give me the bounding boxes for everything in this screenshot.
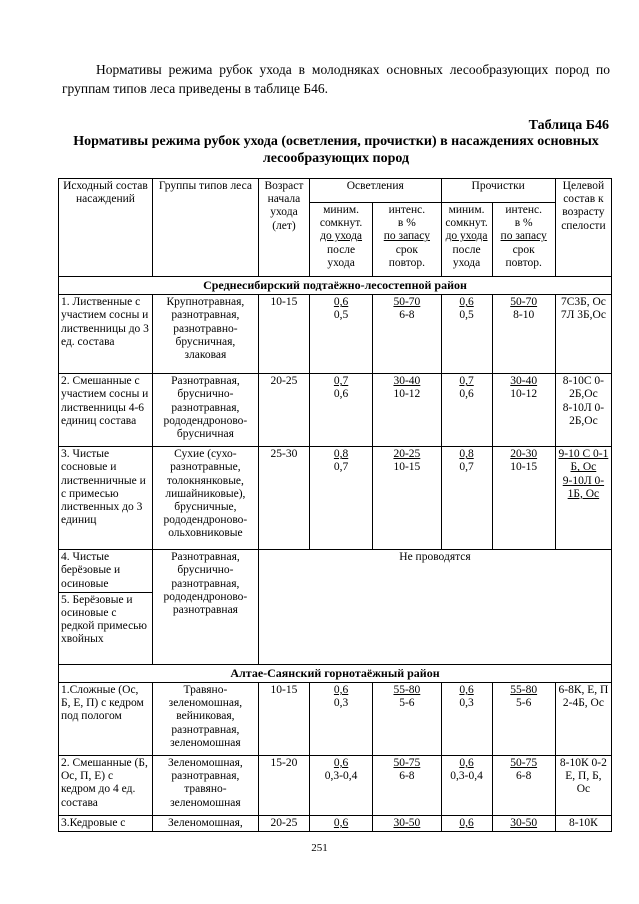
cell-osv-int: 55-80 5-6 <box>373 683 441 756</box>
cell-osv-int: 30-50 <box>373 816 441 832</box>
page-number: 251 <box>311 842 328 854</box>
cell-initial: 2. Смешанные с участием сосны и лиственницы 4-6 единиц состава <box>59 374 153 447</box>
cell-groups: Травяно-зеленомошная, вейниковая, разнотравная, зеленомошная <box>152 683 258 756</box>
header-osv-min: миним. сомкнут. до ухода после ухода <box>309 203 372 277</box>
cell-target: 9-10 С 0-1 Б, Ос 9-10Л 0-1Б, Ос <box>555 447 611 550</box>
cell-age: 10-15 <box>258 295 309 374</box>
cell-target: 8-10С 0-2Б,Ос 8-10Л 0-2Б,Ос <box>555 374 611 447</box>
cell-osv-min: 0,7 0,6 <box>309 374 372 447</box>
cell-initial: 1.Сложные (Ос, Б, Е, П) с кедром под пологом <box>59 683 153 756</box>
header-groups: Группы типов леса <box>152 179 258 277</box>
cell-groups: Сухие (сухо-разнотравные, толокнянковые, лишайниковые), брусничные, рододендроново-ольховниковые <box>152 447 258 550</box>
cell-initial: 5. Берёзовые и осиновые с редкой примесью хвойных <box>59 592 153 664</box>
cell-not-done: Не проводятся <box>258 550 611 665</box>
cell-pro-int: 55-80 5-6 <box>492 683 555 756</box>
cell-age: 10-15 <box>258 683 309 756</box>
cell-groups: Разнотравная, бруснично-разнотравная, рододендроново-разнотравная <box>152 550 258 665</box>
cell-target: 7С3Б, Ос 7Л 3Б,Ос <box>555 295 611 374</box>
table-row <box>59 447 612 550</box>
cell-initial: 3.Кедровые с <box>59 816 153 832</box>
norms-table <box>58 178 612 832</box>
cell-age: 20-25 <box>258 816 309 832</box>
cell-osv-min: 0,6 0,3 <box>309 683 372 756</box>
cell-initial: 1. Лиственные с участием сосны и лиственницы до 3 ед. состава <box>59 295 153 374</box>
cell-osv-min: 0,6 0,3-0,4 <box>309 756 372 816</box>
cell-target: 8-10К 0-2 Е, П, Б, Ос <box>555 756 611 816</box>
cell-osv-int: 50-70 6-8 <box>373 295 441 374</box>
cell-age: 20-25 <box>258 374 309 447</box>
cell-pro-int: 30-50 <box>492 816 555 832</box>
table-title: Нормативы режима рубок ухода (осветления, прочистки) в насаждениях основных лесообразующих пород <box>73 134 599 166</box>
cell-osv-min: 0,8 0,7 <box>309 447 372 550</box>
cell-initial: 4. Чистые берёзовые и осиновые <box>59 550 153 593</box>
cell-groups: Крупнотравная, разнотравная, разнотравно-брусничная, злаковая <box>152 295 258 374</box>
header-target: Целевой состав к возрасту спелости <box>555 179 611 277</box>
cell-target: 6-8К, Е, П 2-4Б, Ос <box>555 683 611 756</box>
table-row <box>59 295 612 374</box>
cell-osv-int: 30-40 10-12 <box>373 374 441 447</box>
intro-text: Нормативы режима рубок ухода в молодняках основных лесообразующих пород по группам типов леса приведены в таблице Б46. <box>62 62 610 96</box>
cell-age: 25-30 <box>258 447 309 550</box>
header-initial: Исходный состав насаждений <box>59 179 153 277</box>
header-pro-int: интенс. в % по запасу срок повтор. <box>492 203 555 277</box>
table-row <box>59 374 612 447</box>
cell-target: 8-10К <box>555 816 611 832</box>
cell-pro-int: 50-70 8-10 <box>492 295 555 374</box>
cell-pro-min: 0,6 0,3 <box>441 683 492 756</box>
cell-pro-min: 0,6 0,5 <box>441 295 492 374</box>
cell-osv-int: 50-75 6-8 <box>373 756 441 816</box>
table-label: Таблица Б46 <box>528 118 609 133</box>
header-pro-min: миним. сомкнут. до ухода после ухода <box>441 203 492 277</box>
cell-pro-min: 0,6 0,3-0,4 <box>441 756 492 816</box>
table-row <box>59 816 612 832</box>
cell-pro-int: 50-75 6-8 <box>492 756 555 816</box>
header-age: Возраст начала ухода (лет) <box>258 179 309 277</box>
cell-osv-int: 20-25 10-15 <box>373 447 441 550</box>
cell-groups: Зеленомошная, разнотравная, травяно-зеленомошная <box>152 756 258 816</box>
header-osv-int: интенс. в % по запасу срок повтор. <box>373 203 441 277</box>
cell-osv-min: 0,6 0,5 <box>309 295 372 374</box>
cell-groups: Зеленомошная, <box>152 816 258 832</box>
cell-pro-min: 0,6 <box>441 816 492 832</box>
header-osv: Осветления <box>309 179 441 203</box>
cell-age: 15-20 <box>258 756 309 816</box>
cell-initial: 2. Смешанные (Б, Ос, П, Е) с кедром до 4 ед. состава <box>59 756 153 816</box>
region-heading-1: Среднесибирский подтаёжно-лесостепной район <box>59 277 612 295</box>
cell-osv-min: 0,6 <box>309 816 372 832</box>
table-row <box>59 550 612 593</box>
cell-groups: Разнотравная, бруснично-разнотравная, рододендроново-брусничная <box>152 374 258 447</box>
header-pro: Прочистки <box>441 179 555 203</box>
table-row <box>59 683 612 756</box>
intro-paragraph <box>62 60 610 98</box>
cell-pro-min: 0,8 0,7 <box>441 447 492 550</box>
cell-pro-int: 30-40 10-12 <box>492 374 555 447</box>
region-heading-2: Алтае-Саянский горнотаёжный район <box>59 664 612 682</box>
cell-initial: 3. Чистые сосновые и лиственничные и с примесью лиственных до 3 единиц <box>59 447 153 550</box>
cell-pro-int: 20-30 10-15 <box>492 447 555 550</box>
table-row <box>59 756 612 816</box>
cell-pro-min: 0,7 0,6 <box>441 374 492 447</box>
